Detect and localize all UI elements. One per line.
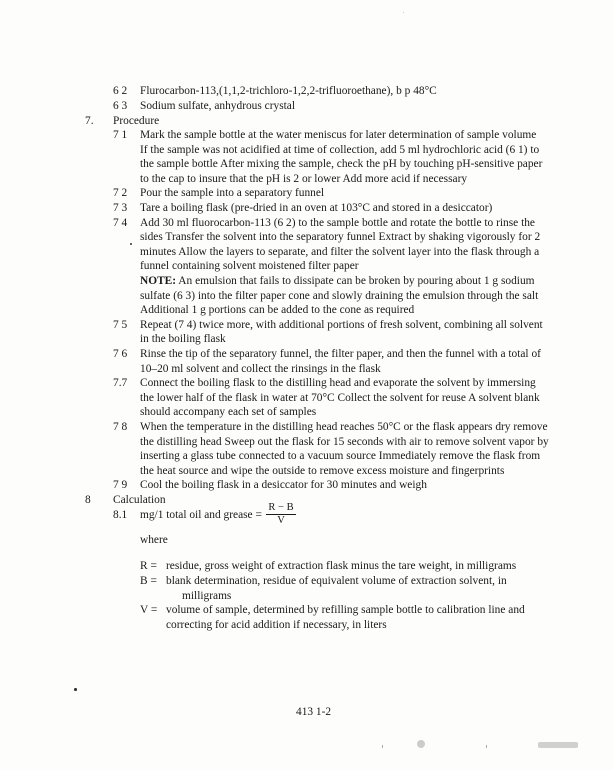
item-text: Flurocarbon-113,(1,1,2-trichloro-1,2,2-trifluoroethane), b p 48°C: [140, 85, 437, 97]
note-label: NOTE:: [140, 275, 177, 287]
scan-speck: [74, 688, 77, 691]
where-label: where: [140, 534, 168, 546]
step-number: 7 3: [113, 202, 128, 214]
definition-symbol: V =: [140, 604, 158, 616]
step-number: 7 5: [113, 318, 128, 331]
step-line: Pour the sample into a separatory funnel: [140, 187, 325, 200]
definition-line: milligrams: [182, 589, 232, 602]
step-line: 10–20 ml solvent and collect the rinsings in the flask: [140, 362, 381, 375]
step-line: Repeat (7 4) twice more, with additional portions of fresh solvent, combining all solvent: [140, 318, 543, 331]
step-line: When the temperature in the distilling head reaches 50°C or the flask appears dry remove: [140, 421, 548, 433]
step-line: the sample bottle After mixing the sample, check the pH by touching pH-sensitive paper: [140, 158, 543, 171]
definition-symbol: B =: [140, 575, 157, 587]
step-number: 8.1: [113, 509, 128, 521]
step-line: in the boiling flask: [140, 333, 226, 346]
definition-line: volume of sample, determined by refilling sample bottle to calibration line and: [166, 604, 525, 616]
step-line: Mark the sample bottle at the water meniscus for later determination of sample volume: [140, 129, 537, 141]
formula-numerator: R − B: [268, 502, 294, 513]
definition-line: blank determination, residue of equivalent volume of extraction solvent, in: [166, 575, 507, 587]
note-line: Additional 1 g portions can be added to the cone as required: [140, 304, 415, 317]
scan-speck: [382, 745, 383, 748]
scan-speck: [417, 740, 425, 748]
formula-text: mg/1 total oil and grease =: [140, 509, 262, 521]
scan-speck: [538, 742, 578, 748]
step-line: inserting a glass tube connected to a vacuum source Immediately remove the flask from: [140, 450, 541, 463]
formula-denominator: V: [277, 515, 285, 526]
step-line: the distilling head Sweep out the flask for 15 seconds with air to remove solvent vapor by: [140, 435, 549, 448]
definition-symbol: R =: [140, 560, 157, 572]
item-number: 6 2: [113, 85, 128, 97]
scan-speck: [486, 745, 487, 748]
step-line: to the cap to insure that the pH is 2 or lower Add more acid if necessary: [140, 172, 468, 185]
step-number: 7 9: [113, 479, 128, 492]
step-line: minutes Allow the layers to separate, and filter the solvent layer into the flask through a: [140, 245, 540, 258]
step-number: 7 6: [113, 348, 128, 360]
section-title: Procedure: [113, 115, 160, 127]
step-line: the heat source and wipe the outside to remove excess moisture and fingerprints: [140, 464, 505, 477]
step-line: Add 30 ml fluorocarbon-113 (6 2) to the sample bottle and rotate the bottle to rinse the: [140, 216, 535, 229]
section-title: Calculation: [113, 494, 166, 506]
formula-fraction: [264, 502, 298, 527]
fraction-bar: [266, 514, 296, 515]
step-line: sides Transfer the solvent into the separatory funnel Extract by shaking vigorously for 2: [140, 231, 541, 244]
section-number: 7.: [85, 115, 94, 127]
item-number: 6 3: [113, 100, 128, 112]
step-line: should accompany each set of samples: [140, 406, 317, 419]
definition-line: residue, gross weight of extraction flask minus the tare weight, in milligrams: [166, 560, 517, 572]
section-number: 8: [85, 494, 91, 506]
step-line: If the sample was not acidified at time of collection, add 5 ml hydrochloric acid (6 1) to: [140, 143, 540, 156]
step-number: 7.7: [113, 377, 128, 390]
step-line: funnel containing solvent moistened filter paper: [140, 260, 359, 273]
page-number: 413 1-2: [296, 706, 332, 718]
step-number: 7 1: [113, 129, 128, 141]
scan-speck: [403, 12, 404, 13]
note-line: sulfate (6 3) into the filter paper cone and slowly draining the emulsion through the salt: [140, 289, 539, 302]
step-line: Connect the boiling flask to the distilling head and evaporate the solvent by immersing: [140, 377, 536, 390]
step-line: the lower half of the flask in water at 70°C Collect the solvent for reuse A solvent blank: [140, 391, 540, 404]
item-text: Sodium sulfate, anhydrous crystal: [140, 100, 296, 112]
note-first-line: [140, 274, 535, 289]
step-number: 7 4: [113, 216, 128, 229]
step-line: Tare a boiling flask (pre-dried in an oven at 103°C and stored in a desiccator): [140, 202, 493, 214]
step-number: 7 2: [113, 187, 128, 200]
step-line: Cool the boiling flask in a desiccator for 30 minutes and weigh: [140, 479, 427, 492]
scan-speck: [130, 243, 132, 245]
definition-line: correcting for acid addition if necessary, in liters: [166, 618, 387, 631]
note-text: An emulsion that fails to dissipate can be broken by pouring about 1 g sodium: [176, 275, 535, 287]
step-line: Rinse the tip of the separatory funnel, the filter paper, and then the funnel with a total of: [140, 348, 541, 360]
step-number: 7 8: [113, 421, 128, 433]
